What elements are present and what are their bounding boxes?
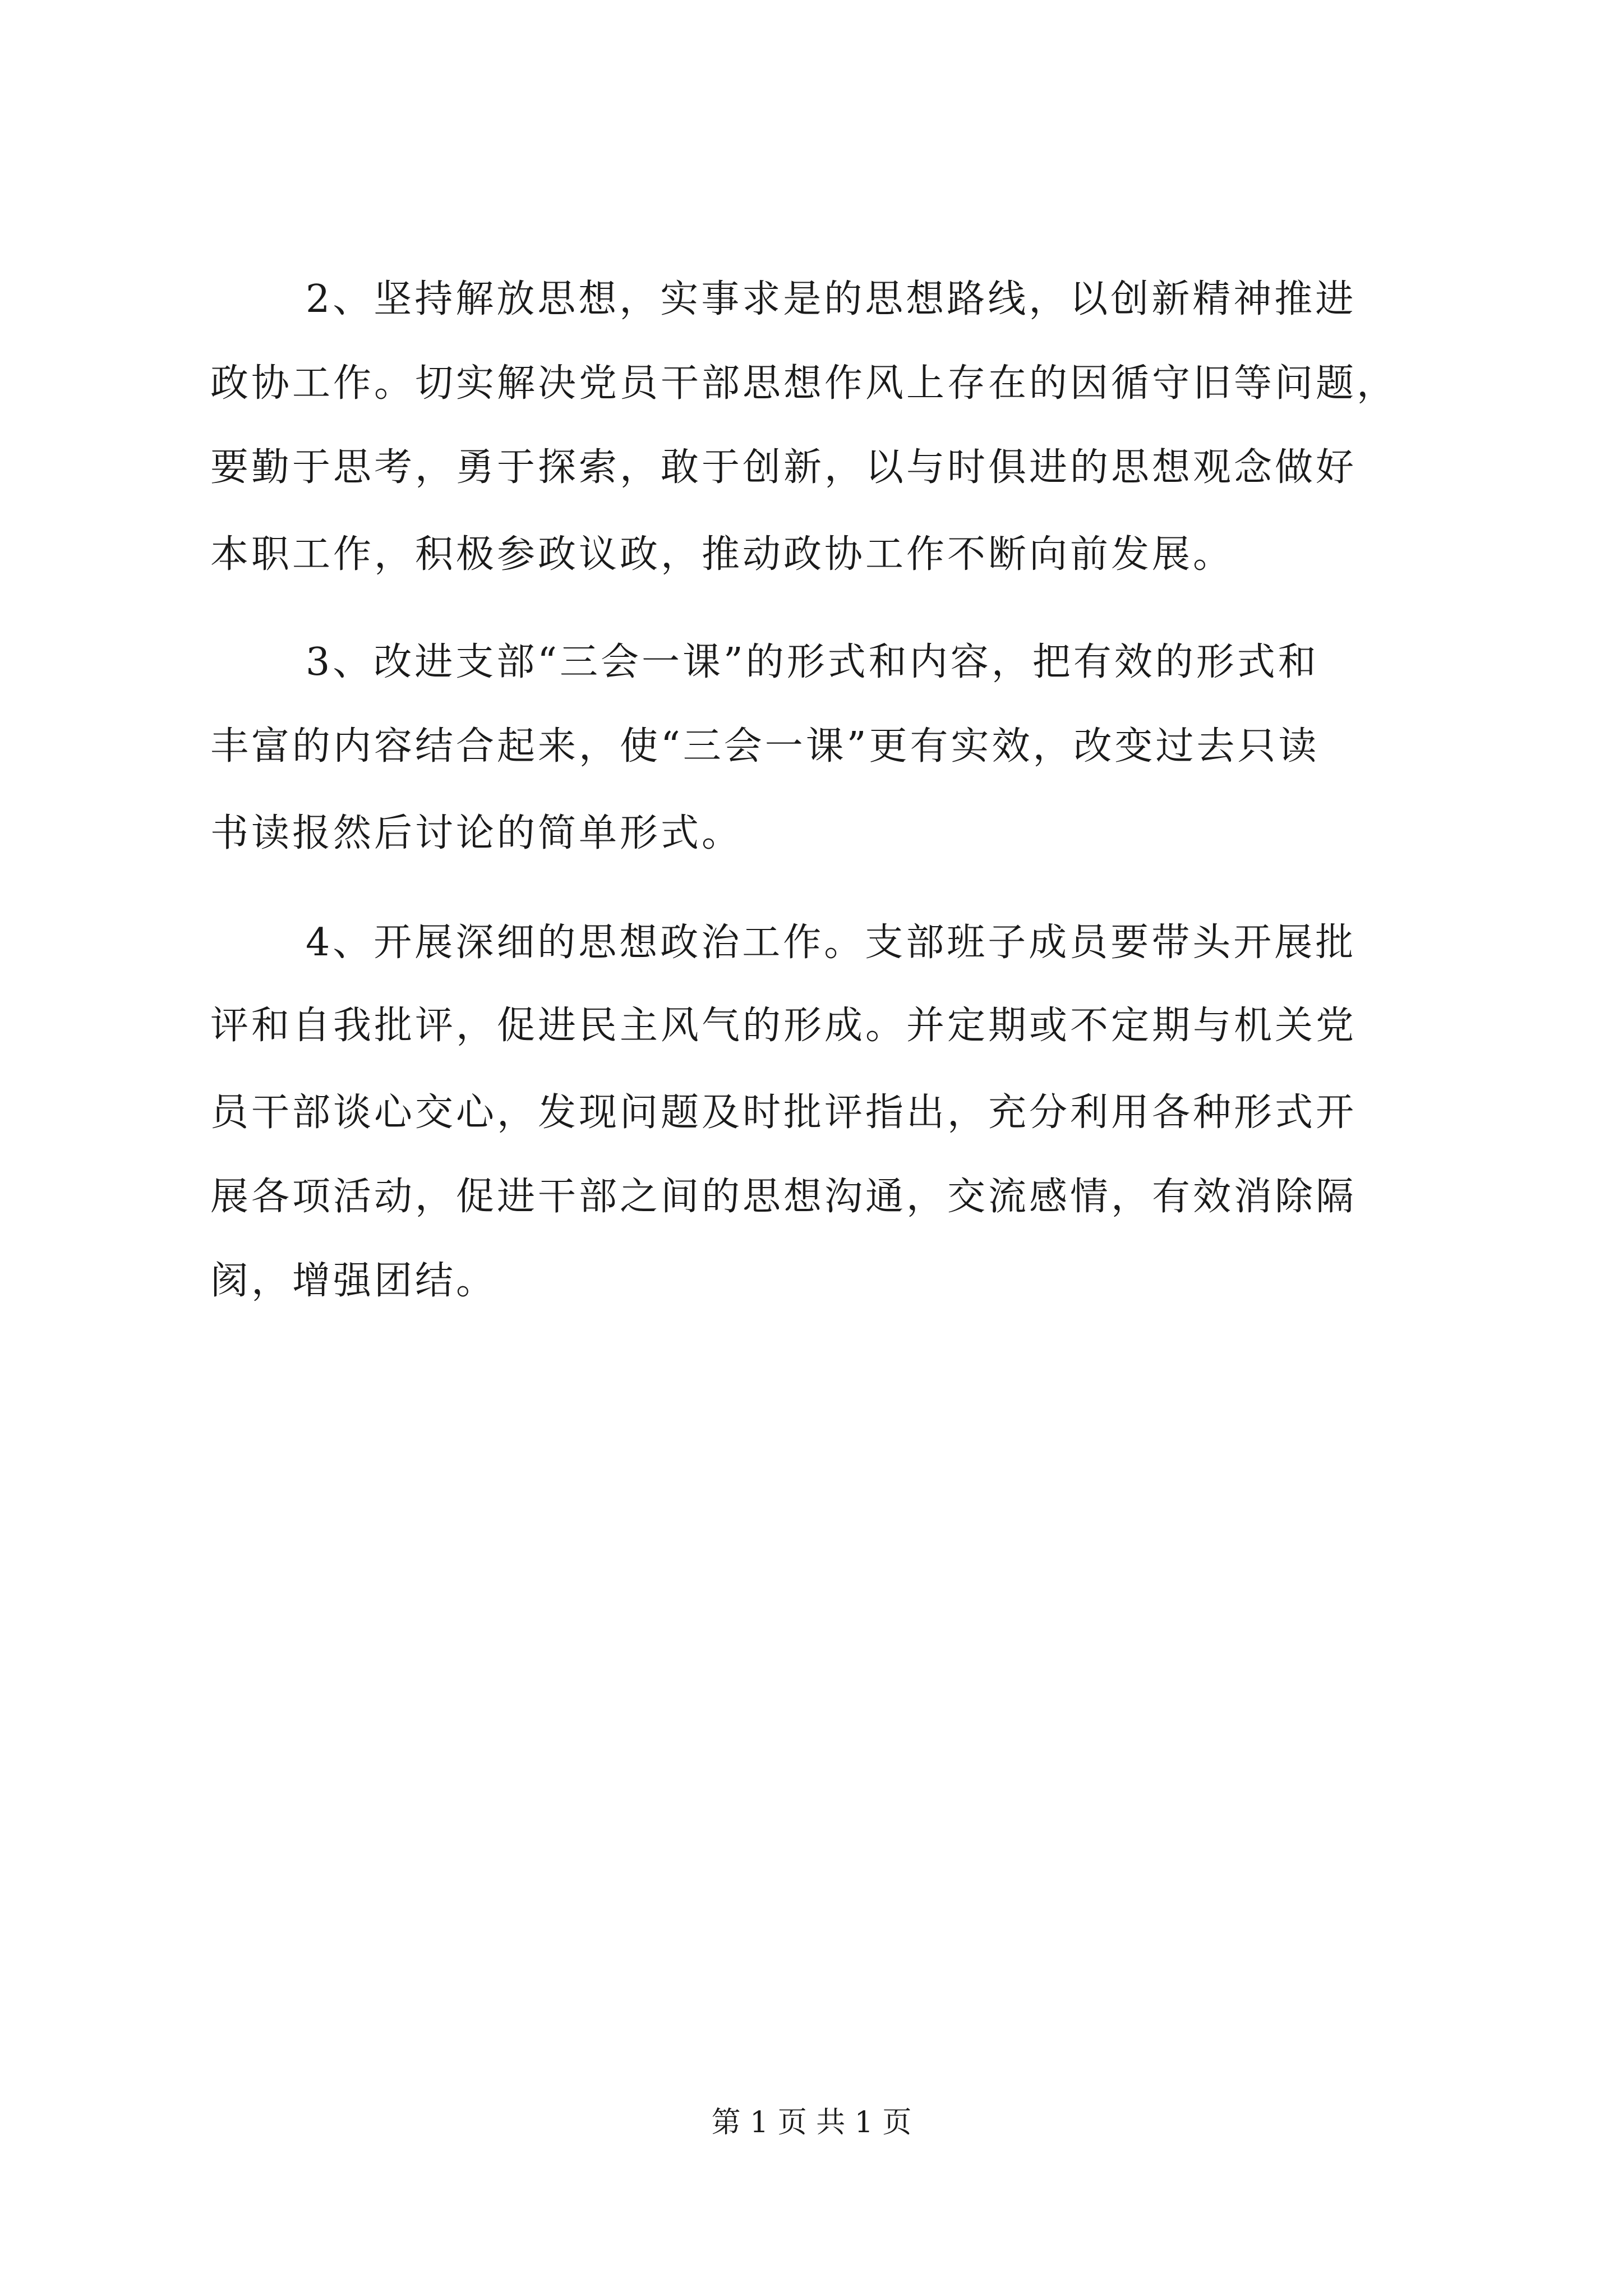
paragraph-line: 3、改进支部“三会一课”的形式和内容，把有效的形式和 [306, 640, 1319, 684]
paragraph-line: 评和自我批评，促进民主风气的形成。并定期或不定期与机关党 [210, 1004, 1357, 1048]
paragraph-line: 书读报然后讨论的简单形式。 [210, 811, 743, 855]
paragraph-line: 丰富的内容结合起来，使“三会一课”更有实效，改变过去只读 [210, 724, 1320, 769]
paragraph-line: 员干部谈心交心，发现问题及时批评指出，充分利用各种形式开 [210, 1091, 1357, 1135]
paragraph-line: 本职工作，积极参政议政，推动政协工作不断向前发展。 [210, 532, 1234, 577]
paragraph-line: 政协工作。切实解决党员干部思想作风上存在的因循守旧等问题， [210, 361, 1398, 406]
paragraph-line: 展各项活动，促进干部之间的思想沟通，交流感情，有效消除隔 [210, 1175, 1357, 1219]
paragraph-line: 要勤于思考，勇于探索，敢于创新，以与时俱进的思想观念做好 [210, 445, 1357, 490]
paragraph-line: 4、开展深细的思想政治工作。支部班子成员要带头开展批 [306, 921, 1357, 965]
paragraph-line: 2、坚持解放思想，实事求是的思想路线，以创新精神推进 [306, 277, 1357, 321]
paragraph-line: 阂，增强团结。 [210, 1259, 497, 1303]
page-footer: 第 1 页 共 1 页 [711, 2106, 912, 2139]
